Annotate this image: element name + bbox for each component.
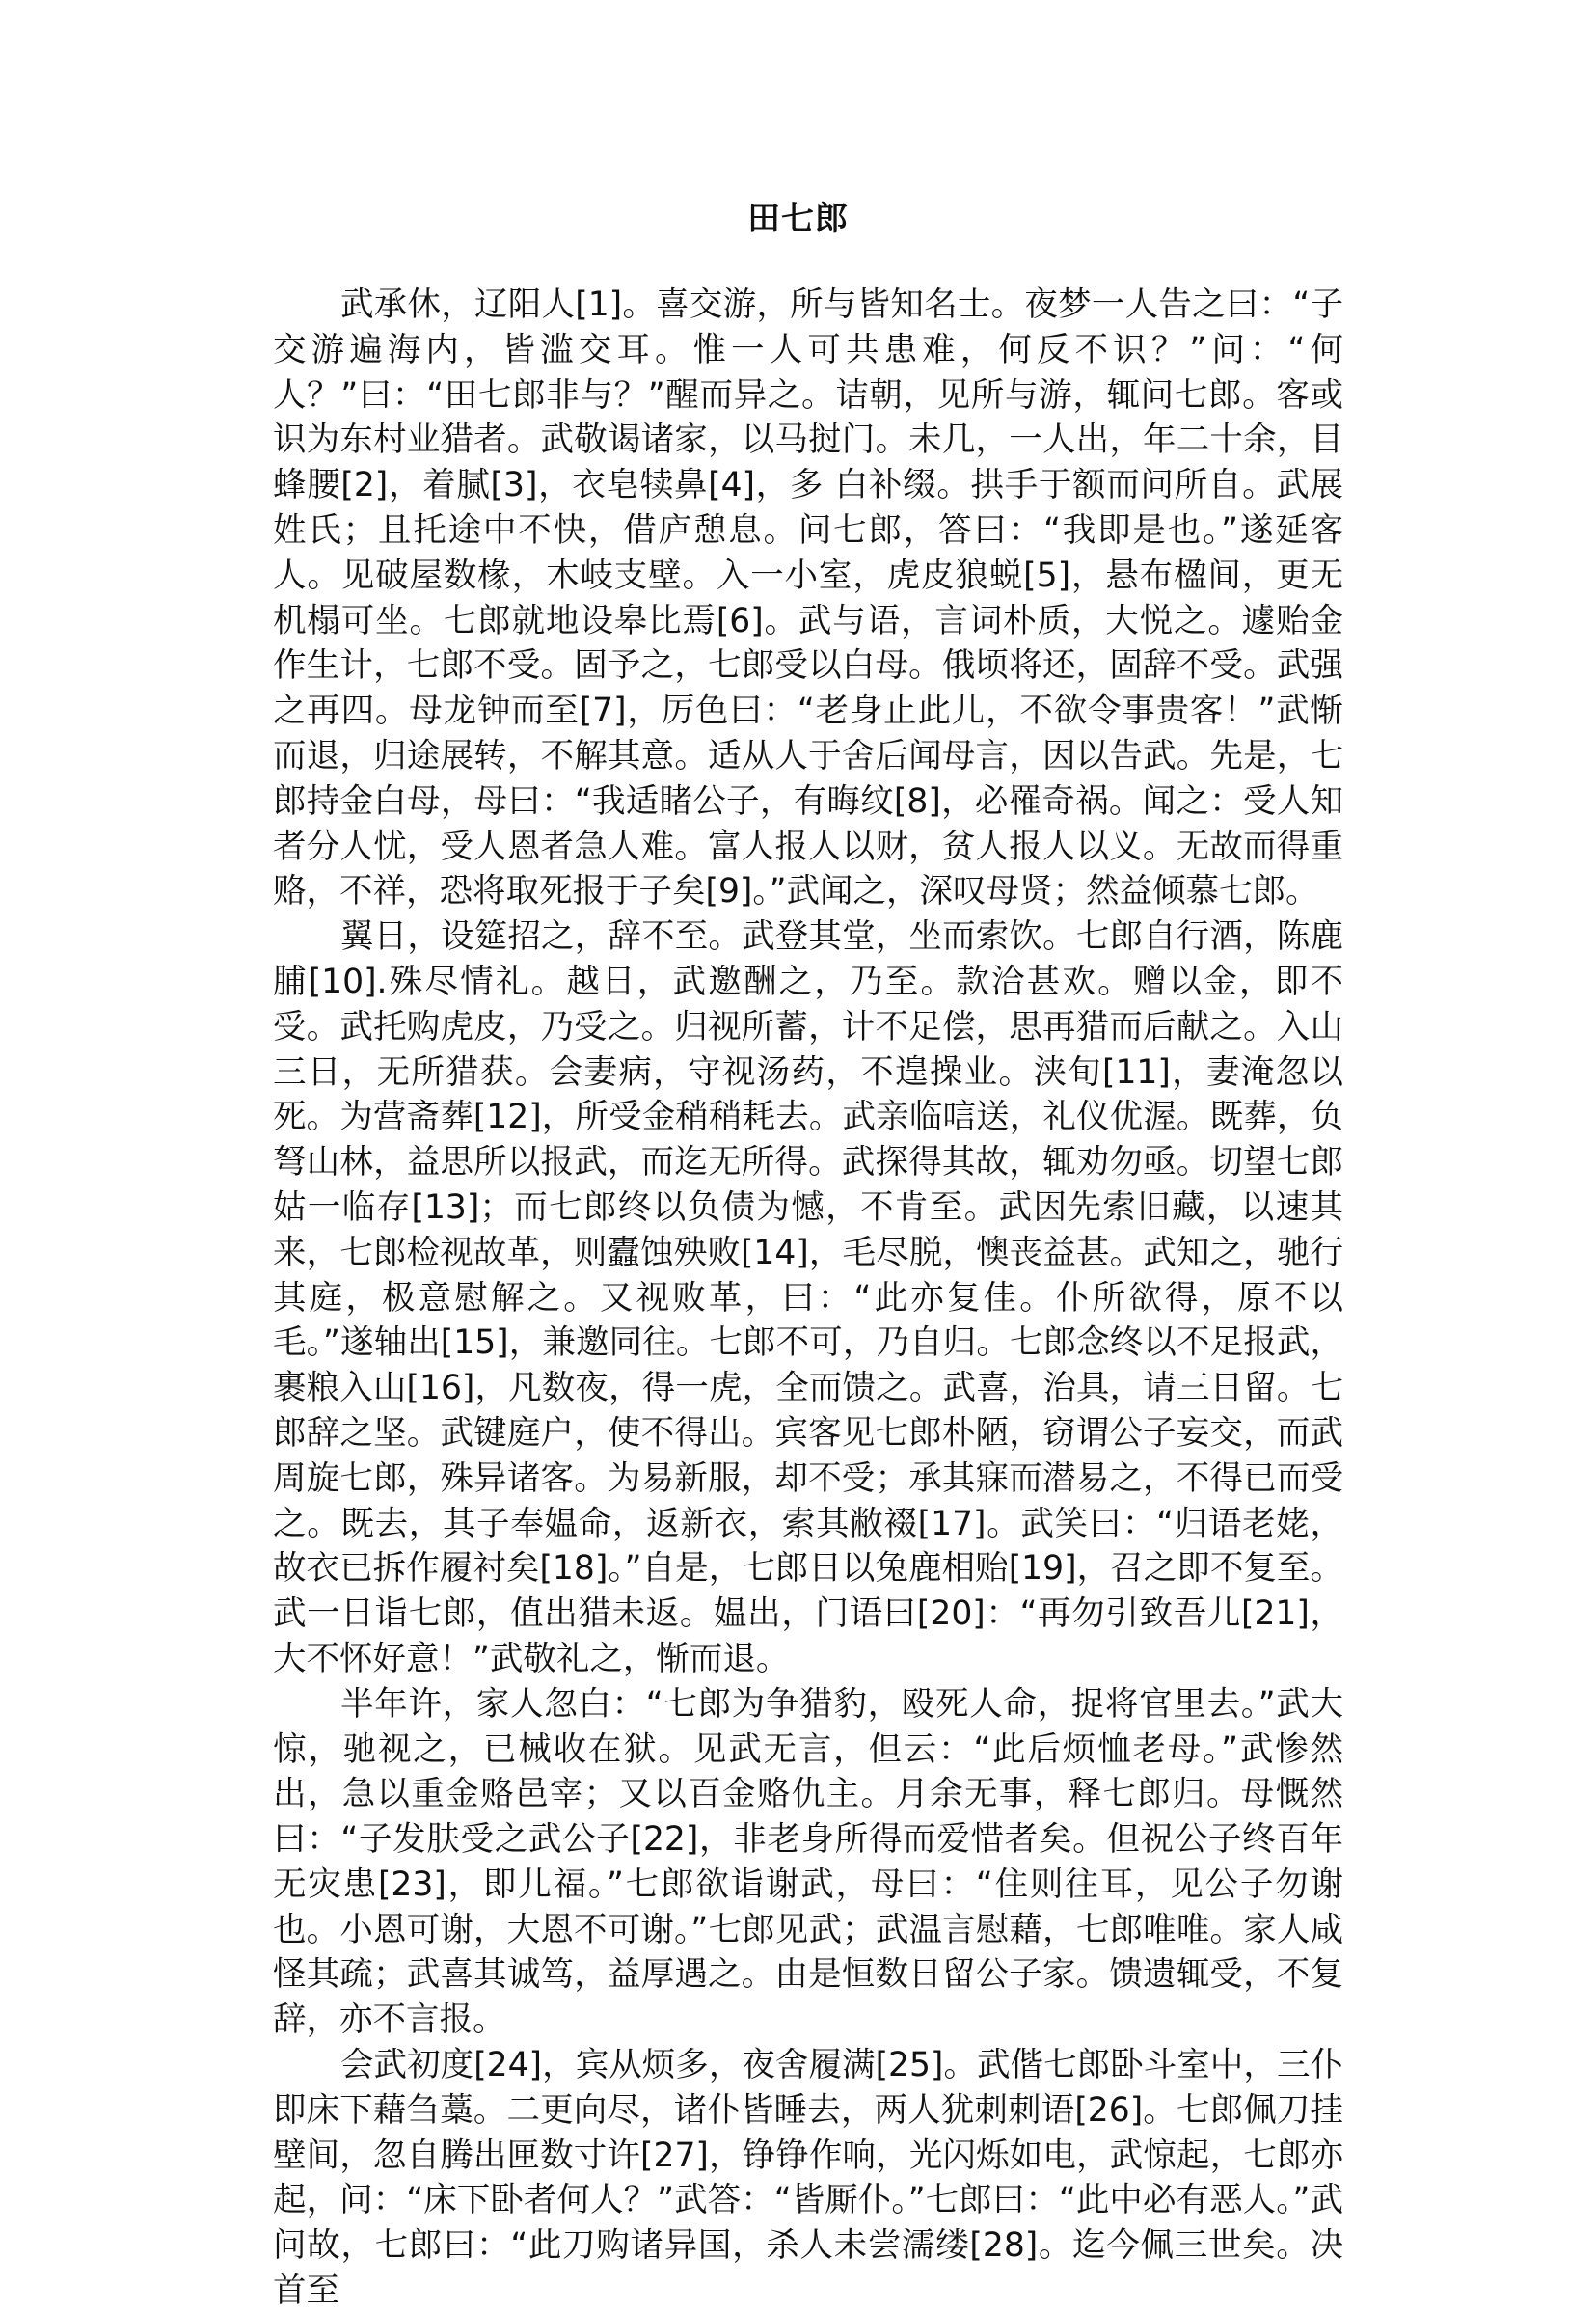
document-title: 田七郎 (747, 200, 849, 238)
paragraph-1: 武承休，辽阳人[1]。喜交游，所与皆知名士。夜梦一人告之曰：“子交游遍海内，皆滥交耳。惟一人可共患难，何反不识？”问：“何人？”曰：“田七郎非与？”醒而异之。诘朝，见所与游，辄问七郎。客或识为东村业猎者。武敬谒诸家，以马挝门。未几，一人出，年二十余，目蜂腰[2]，着腻[3]，衣皂犊鼻[4]，多 白补缀。拱手于额而问所自。武展姓氏；且托途中不快，借庐憩息。问七郎，答曰：“我即是也。”遂延客人。见破屋数椽，木岐支壁。入一小室，虎皮狼蜕[5]，悬布楹间，更无机榻可坐。七郎就地设皋比焉[6]。武与语，言词朴质，大悦之。遽贻金作生计，七郎不受。固予之，七郎受以白母。俄顷将还，固辞不受。武强之再四。母龙钟而至[7]，厉色曰：“老身止此儿，不欲令事贵客！”武惭而退，归途展转，不解其意。适从人于舍后闻母言，因以告武。先是，七郎持金白母，母曰：“我适睹公子，有晦纹[8]，必罹奇祸。闻之：受人知者分人忧，受人恩者急人难。富人报人以财，贫人报人以义。无故而得重赂，不祥，恐将取死报于子矣[9]。”武闻之，深叹母贤；然益倾慕七郎。 (273, 286, 1343, 912)
paragraph-4: 会武初度[24]，宾从烦多，夜舍履满[25]。武偕七郎卧斗室中，三仆即床下藉刍藁。二更向尽，诸仆皆睡去，两人犹刺刺语[26]。七郎佩刀挂壁间，忽自腾出匣数寸许[27]，铮铮作响，光闪烁如电，武惊起，七郎亦起，问：“床下卧者何人？”武答：“皆厮仆。”七郎曰：“此中必有恶人。”武问故，七郎曰：“此刀购诸异国，杀人未尝濡缕[28]。迄今佩三世矣。决首至 (273, 2046, 1343, 2311)
document-body (273, 283, 1343, 2314)
paragraph-3: 半年许，家人忽白：“七郎为争猎豹，殴死人命，捉将官里去。”武大惊，驰视之，已械收在狱。见武无言，但云：“此后烦恤老母。”武惨然出，急以重金赂邑宰；又以百金赂仇主。月余无事，释七郎归。母慨然曰：“子发肤受之武公子[22]，非老身所得而爱惜者矣。但祝公子终百年无灾患[23]，即儿福。”七郎欲诣谢武，母曰：“住则往耳，见公子勿谢也。小恩可谢，大恩不可谢。”七郎见武；武温言慰藉，七郎唯唯。家人咸怪其疏；武喜其诚笃，益厚遇之。由是恒数日留公子家。馈遗辄受，不复辞，亦不言报。 (273, 1684, 1343, 2040)
paragraph-2: 翼日，设筵招之，辞不至。武登其堂，坐而索饮。七郎自行酒，陈鹿脯[10].殊尽情礼。越日，武邀酬之，乃至。款洽甚欢。赠以金，即不受。武托购虎皮，乃受之。归视所蓄，计不足偿，思再猎而后献之。入山三日，无所猎获。会妻病，守视汤药，不遑操业。浃旬[11]，妻淹忽以死。为营斋葬[12]，所受金稍稍耗去。武亲临唁送，礼仪优渥。既葬，负弩山林，益思所以报武，而迄无所得。武探得其故，辄劝勿亟。切望七郎姑一临存[13]；而七郎终以负债为憾，不肯至。武因先索旧藏，以速其来，七郎检视故革，则蠹蚀殃败[14]，毛尽脱，懊丧益甚。武知之，驰行其庭，极意慰解之。又视败革，曰：“此亦复佳。仆所欲得，原不以毛。”遂轴出[15]，兼邀同往。七郎不可，乃自归。七郎念终以不足报武，裹粮入山[16]，凡数夜，得一虎，全而馈之。武喜，治具，请三日留。七郎辞之坚。武键庭户，使不得出。宾客见七郎朴陋，窃谓公子妄交，而武周旋七郎，殊异诸客。为易新服，却不受；承其寐而潜易之，不得已而受之。既去，其子奉媪命，返新衣，索其敝裰[17]。武笑曰：“归语老姥，故衣已拆作履衬矣[18]。”自是，七郎日以兔鹿相贻[19]，召之即不复至。武一日诣七郎，值出猎未返。媪出，门语曰[20]：“再勿引致吾儿[21]，大不怀好意！”武敬礼之，惭而退。 (273, 917, 1343, 1678)
